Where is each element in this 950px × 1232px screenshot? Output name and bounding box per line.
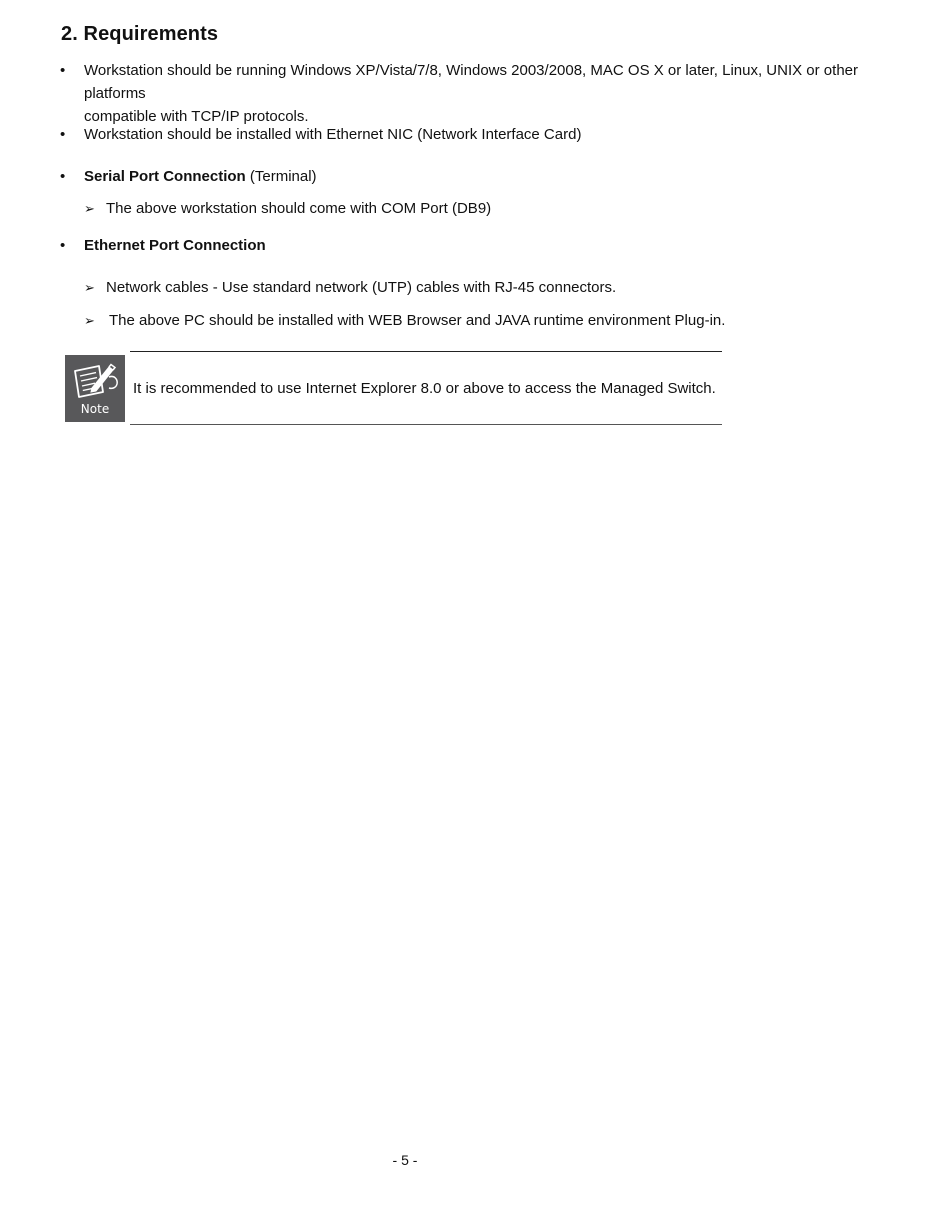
requirement-ethernet-port: [84, 234, 914, 257]
arrow-marker: ➢: [84, 201, 95, 216]
note-text: It is recommended to use Internet Explorer 8.0 or above to access the Managed Switch.: [133, 380, 716, 397]
serial-port-qualifier: (Terminal): [245, 168, 317, 185]
bullet-marker: •: [60, 237, 66, 254]
note-top-rule: [130, 351, 722, 352]
arrow-marker: ➢: [84, 313, 95, 328]
ethernet-port-heading: Ethernet Port Connection: [84, 237, 266, 254]
ethernet-subitem-browser: The above PC should be installed with WEB Browser and JAVA runtime environment Plug-in.: [109, 312, 726, 329]
section-heading: 2. Requirements: [61, 23, 219, 45]
bullet-marker: •: [60, 126, 66, 143]
requirement-os-line1: Workstation should be running Windows XP/Vista/7/8, Windows 2003/2008, MAC OS X or later, Linux, UNIX or other platforms: [84, 62, 858, 102]
note-label: Note: [80, 402, 110, 416]
bullet-marker: •: [60, 168, 66, 185]
note-badge: [65, 355, 125, 422]
serial-port-subitem: The above workstation should come with COM Port (DB9): [106, 200, 492, 217]
requirement-os: [84, 59, 914, 128]
note-bottom-rule: [130, 424, 722, 425]
ethernet-subitem-cables: Network cables - Use standard network (UTP) cables with RJ-45 connectors.: [106, 279, 617, 296]
requirement-serial-port: [84, 165, 914, 188]
requirement-nic: Workstation should be installed with Ethernet NIC (Network Interface Card): [84, 126, 582, 143]
requirement-os-line2: compatible with TCP/IP protocols.: [84, 108, 309, 125]
serial-port-heading: Serial Port Connection: [84, 168, 246, 185]
page-number: - 5 -: [392, 1152, 418, 1168]
note-pencil-icon: [65, 355, 125, 403]
arrow-marker: ➢: [84, 280, 95, 295]
bullet-marker: •: [60, 62, 66, 79]
